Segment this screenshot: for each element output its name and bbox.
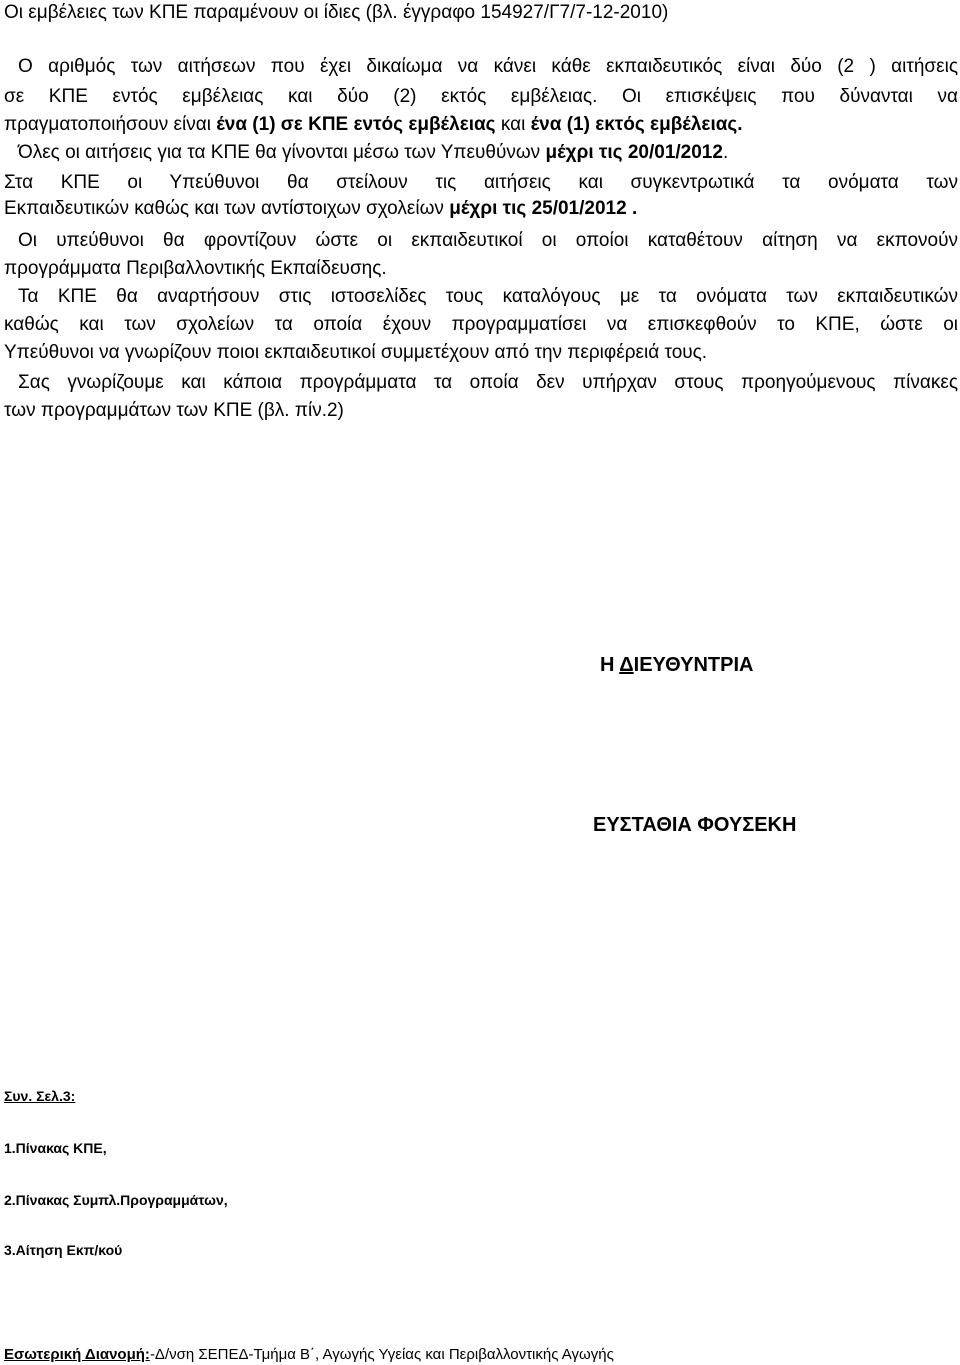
catalog-text-3: Υπεύθυνοι να γνωρίζουν ποιοι εκπαιδευτικοί συμμετέχουν από την περιφέρειά τους. bbox=[4, 342, 708, 363]
submission-line-2 bbox=[4, 196, 637, 222]
signature-title-prefix: Η bbox=[600, 654, 620, 676]
deadline-applications-dot: . bbox=[722, 142, 729, 163]
new-programs-line-2 bbox=[4, 398, 344, 424]
programs-line-2 bbox=[4, 256, 387, 282]
programs-text-1: Οι υπεύθυνοι θα φροντίζουν ώστε οι εκπαιδευτικοί οι οποίοι καταθέτουν αίτηση να εκπονούν bbox=[18, 230, 958, 251]
catalog-text-1: Τα ΚΠΕ θα αναρτήσουν στις ιστοσελίδες τους καταλόγους με τα ονόματα των εκπαιδευτικών bbox=[18, 286, 958, 307]
range-note bbox=[4, 0, 668, 26]
submission-text-1: Στα ΚΠΕ οι Υπεύθυνοι θα στείλουν τις αιτήσεις και συγκεντρωτικά τα ονόματα των bbox=[4, 172, 958, 193]
new-programs-text-1: Σας γνωρίζουμε και κάποια προγράμματα τα οποία δεν υπήρχαν στους προηγούμενους πίνακες bbox=[18, 372, 958, 393]
applications-count-text-2: σε ΚΠΕ εντός εμβέλειας και δύο (2) εκτός εμβέλειας. Οι επισκέψεις που δύνανται να bbox=[4, 86, 958, 107]
catalog-line-1 bbox=[18, 284, 958, 310]
attachment-item-2: 2.Πίνακας Συμπλ.Προγραμμάτων, bbox=[4, 1192, 228, 1208]
deadline-applications-text: Όλες οι αιτήσεις για τα ΚΠΕ θα γίνονται μέσω των Υπευθύνων bbox=[18, 142, 546, 163]
internal-distribution-label: Εσωτερική Διανομή: bbox=[4, 1346, 150, 1363]
visits-text-b: ένα (1) σε ΚΠΕ εντός εμβέλειας bbox=[216, 114, 496, 135]
signature-name bbox=[593, 814, 796, 837]
visits-text-c: και bbox=[495, 114, 531, 135]
applications-count-line-2 bbox=[4, 84, 958, 110]
internal-distribution bbox=[4, 1346, 614, 1363]
new-programs-text-2: των προγραμμάτων των ΚΠΕ (βλ. πίν.2) bbox=[4, 400, 344, 421]
catalog-line-3 bbox=[4, 340, 707, 366]
applications-count-text-1: Ο αριθμός των αιτήσεων που έχει δικαίωμα να κάνει κάθε εκπαιδευτικός είναι δύο (2 ) αιτήσεις bbox=[18, 56, 958, 77]
programs-text-2: προγράμματα Περιβαλλοντικής Εκπαίδευσης. bbox=[4, 258, 387, 279]
range-note-text: Οι εμβέλειες των ΚΠΕ παραμένουν οι ίδιες (βλ. έγγραφο 154927/Γ7/7-12-2010) bbox=[4, 2, 669, 23]
signature-title bbox=[600, 654, 753, 677]
visits-text-d: ένα (1) εκτός εμβέλειας. bbox=[530, 114, 743, 135]
signature-name-text: ΕΥΣΤΑΘΙΑ ΦΟΥΣΕΚΗ bbox=[593, 814, 797, 836]
submission-text-2: Εκπαιδευτικών καθώς και των αντίστοιχων σχολείων bbox=[4, 198, 450, 219]
internal-distribution-text: -Δ/νση ΣΕΠΕΔ-Τμήμα Β΄, Αγωγής Υγείας και Περιβαλλοντικής Αγωγής bbox=[149, 1346, 614, 1363]
deadline-applications-date: μέχρι τις 20/01/2012 bbox=[545, 142, 723, 163]
attachment-item-3: 3.Αίτηση Εκπ/κού bbox=[4, 1242, 123, 1258]
signature-title-rest: ΙΕΥΘΥΝΤΡΙΑ bbox=[633, 654, 754, 676]
submission-line-1 bbox=[4, 170, 958, 196]
applications-count-line-1 bbox=[18, 54, 958, 80]
deadline-applications-line bbox=[18, 140, 728, 166]
programs-line-1 bbox=[18, 228, 958, 254]
submission-deadline-date: μέχρι τις 25/01/2012 . bbox=[449, 198, 638, 219]
attachment-item-1: 1.Πίνακας ΚΠΕ, bbox=[4, 1140, 107, 1156]
attachments-heading: Συν. Σελ.3: bbox=[4, 1088, 76, 1104]
visits-text-a: πραγματοποιήσουν είναι bbox=[4, 114, 217, 135]
visits-line bbox=[4, 112, 743, 138]
catalog-line-2 bbox=[4, 312, 958, 338]
new-programs-line-1 bbox=[18, 370, 958, 396]
signature-title-underlined: Δ bbox=[619, 654, 634, 676]
catalog-text-2: καθώς και των σχολείων τα οποία έχουν προγραμματίσει να επισκεφθούν το ΚΠΕ, ώστε οι bbox=[4, 314, 958, 335]
